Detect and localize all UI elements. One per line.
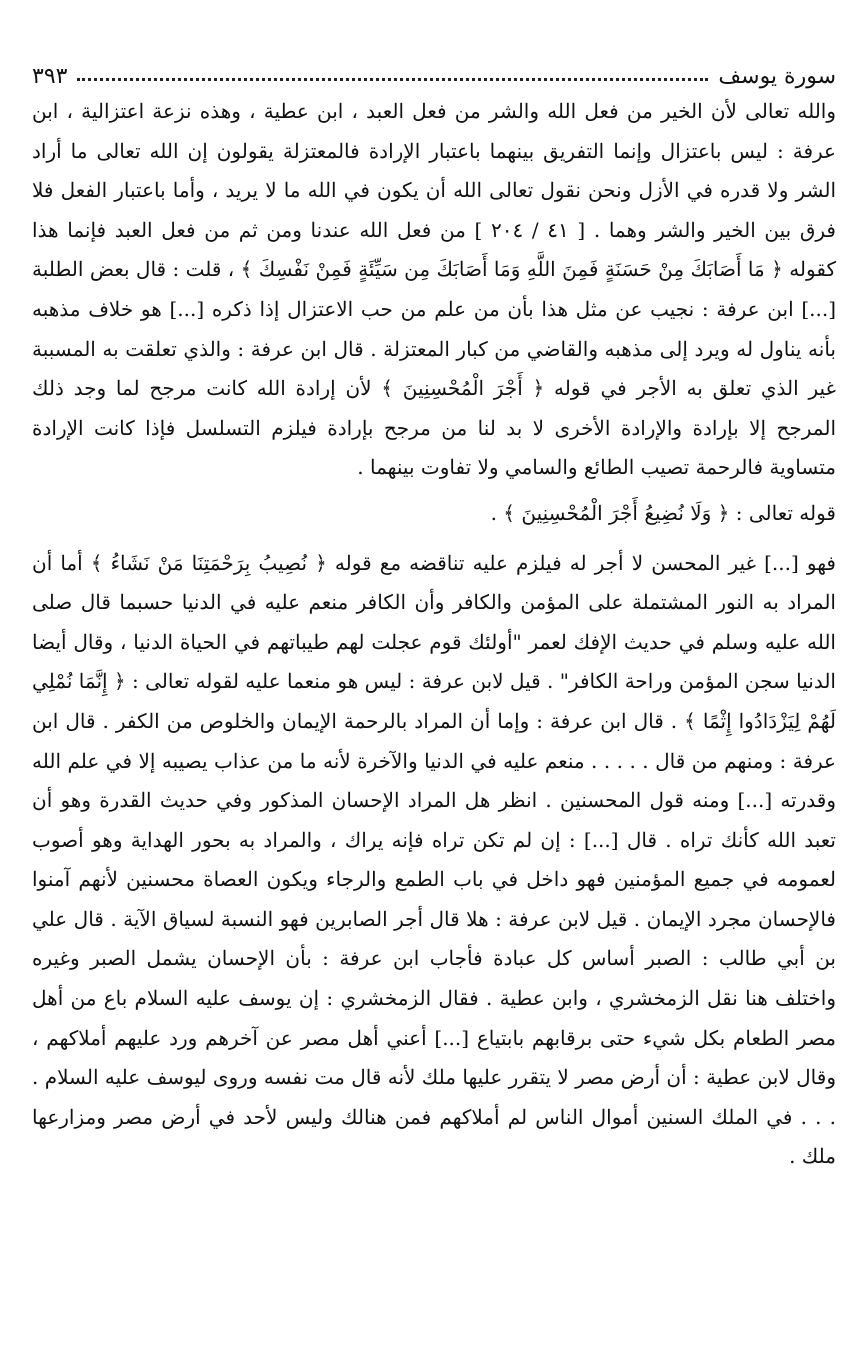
paragraph-1: والله تعالى لأن الخير من فعل الله والشر من فعل العبد ، ابن عطية ، وهذه نزعة اعتزالية ، ابن عرفة : ليس باعتزال وإنما التفريق بينهما باعتبار الإرادة فالمعتزلة يقولون إن الله تعالى ما أراد الشر ولا قدره في الأزل ونحن نقول تعالى الله أن يكون في الله ما لا يريد ، وأما باعتبار الفعل فلا فرق بين الخير والشر وهما . [ ٤١ / ٢٠٤ ] من فعل الله عندنا ومن ثم من فعل العبد فإنما هذا كقوله ﴿ مَا أَصَابَكَ مِنْ حَسَنَةٍ فَمِنَ اللَّهِ وَمَا أَصَابَكَ مِن سَيِّئَةٍ فَمِنْ نَفْسِكَ ﴾ ، قلت : قال بعض الطلبة [...] ابن عرفة : نجيب عن مثل هذا بأن من علم من حب الاعتزال إذا ذكره [...] هو خلاف مذهبه بأنه يناول له ويرد إلى مذهبه والقاضي من كبار المعتزلة . قال ابن عرفة : والذي تعلقت به المسببة غير الذي تعلق به الأجر في قوله ﴿ أَجْرَ الْمُحْسِنِينَ ﴾ لأن إرادة الله كانت مرجح لما وجد ذلك المرجح إلا بإرادة والإرادة الأخرى لا بد لنا من مرجح بإرادة فيلزم التسلسل فإذا كانت الإرادة متساوية فالرحمة تصيب الطائع والسامي ولا تفاوت بينهما . [32,99,837,480]
paragraph-2: فهو [...] غير المحسن لا أجر له فيلزم عليه تناقضه مع قوله ﴿ نُصِيبُ بِرَحْمَتِنَا مَنْ نَشَاءُ ﴾ أما أن المراد به النور المشتملة على المؤمن والكافر وأن الكافر منعم عليه في الدنيا حسبما قال صلى الله عليه وسلم في حديث الإفك لعمر "أولئك قوم عجلت لهم طيباتهم في الحياة الدنيا ، وقال أيضا الدنيا سجن المؤمن وراحة الكافر" . قيل لابن عرفة : ليس هو منعما عليه لقوله تعالى : ﴿ إِنَّمَا نُمْلِي لَهُمْ لِيَزْدَادُوا إِثْمًا ﴾ . قال ابن عرفة : وإما أن المراد بالرحمة الإيمان والخلوص من الكفر . قال ابن عرفة : ومنهم من قال . . . . . منعم عليه في الدنيا والآخرة لأنه ما من عذاب يصيبه إلا في علم الله وقدرته [...] ومنه قول المحسنين . انظر هل المراد الإحسان المذكور وفي حديث القدرة وهو أن تعبد الله كأنك تراه . قال [...] : إن لم تكن تراه فإنه يراك ، والمراد به بحور الهداية وهو أصوب لعمومه في جميع المؤمنين فهو داخل في باب الطمع والرجاء ويكون العصاة محسنين لأنهم آمنوا فالإحسان مجرد الإيمان . قيل لابن عرفة : هلا قال أجر الصابرين فهو النسبة لسياق الآية . قال علي بن أبي طالب : الصبر أساس كل عبادة فأجاب ابن عرفة : بأن الإحسان يشمل الصبر وغيره واختلف هنا نقل الزمخشري ، وابن عطية . فقال الزمخشري : إن يوسف عليه السلام باع من أهل مصر الطعام بكل شيء حتى برقابهم بابتياع [...] أعني أهل مصر عن آخرهم ورد عليهم أملاكهم ، وقال لابن عطية : أن أرض مصر لا يتقرر عليها ملك لأنه قال مت نفسه وروى ليوسف عليه السلام . . . . في الملك السنين أموال الناس لم أملاكهم فمن هنالك وليس لأحد في أرض مصر ومزارعها ملك . [32,550,836,1169]
verse-heading: قوله تعالى : ﴿ وَلَا نُضِيعُ أَجْرَ الْمُحْسِنِينَ ﴾ . [490,500,836,525]
header-dotted-leader [77,78,708,81]
document-page [32,48,836,1177]
page-header [32,48,836,88]
page-number: ٣٩٣ [32,64,68,89]
surah-title: سورة يوسف [718,64,836,89]
